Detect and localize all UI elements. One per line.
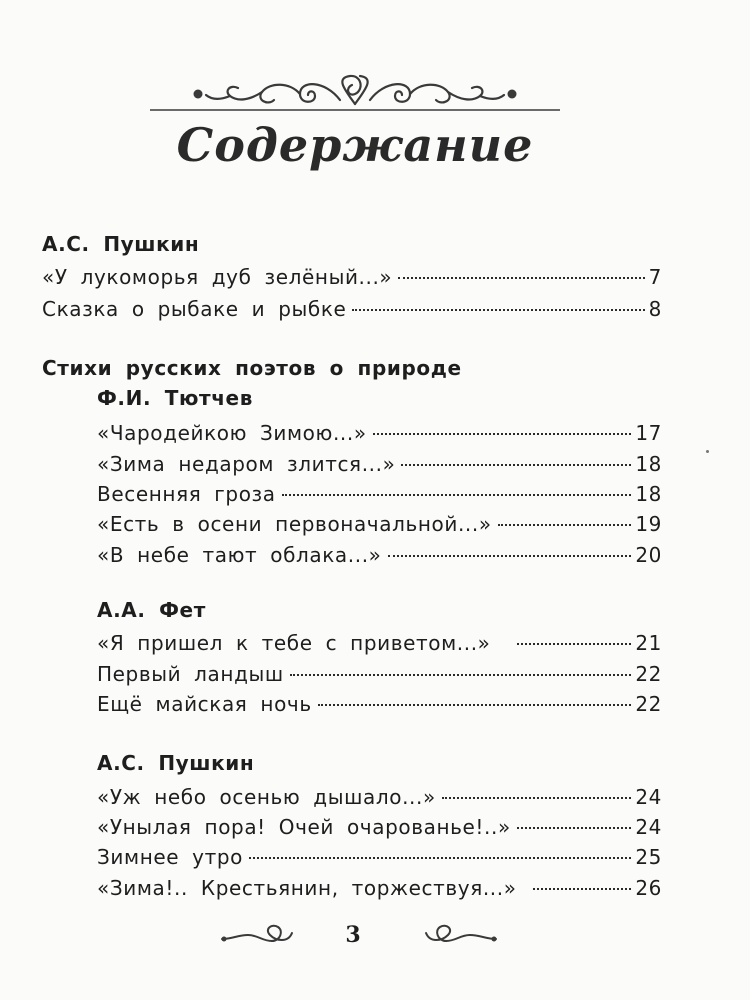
- toc-entry-page: 24: [635, 815, 662, 839]
- dot-leader: [517, 643, 632, 645]
- toc-entry[interactable]: [97, 689, 662, 719]
- dot-leader: [318, 704, 632, 706]
- toc-entry[interactable]: [42, 294, 662, 324]
- toc-entry[interactable]: [97, 842, 662, 872]
- page-number: 3: [345, 922, 361, 948]
- toc-entry-page: 18: [635, 482, 662, 506]
- toc-entry-page: 7: [648, 265, 662, 289]
- dot-leader: [373, 433, 632, 435]
- dot-leader: [533, 888, 632, 890]
- dot-leader: [282, 494, 632, 496]
- dot-leader: [401, 464, 631, 466]
- toc-entry-title: «Я пришел к тебе с приветом...»: [97, 631, 491, 655]
- toc-entry-title: Зимнее утро: [97, 845, 243, 869]
- toc-entry-title: «У лукоморья дуб зелёный...»: [42, 265, 393, 289]
- toc-entry-page: 21: [635, 631, 662, 655]
- toc-entry-title: «Уж небо осенью дышало...»: [97, 785, 436, 809]
- toc-entry-page: 22: [635, 662, 662, 686]
- toc-entry-page: 22: [635, 692, 662, 716]
- toc-entry-title: «Есть в осени первоначальной...»: [97, 512, 492, 536]
- toc-entry-page: 26: [635, 876, 662, 900]
- toc-entry-title: «Зима недаром злится...»: [97, 452, 396, 476]
- dot-leader: [352, 309, 644, 311]
- toc-entry[interactable]: [97, 418, 662, 448]
- toc-entry-title: Ещё майская ночь: [97, 692, 312, 716]
- page-title: Содержание: [176, 118, 534, 172]
- toc-entry[interactable]: [97, 812, 662, 842]
- dot-leader: [398, 277, 644, 279]
- toc-entry-title: «Чародейкою Зимою...»: [97, 421, 367, 445]
- toc-entry[interactable]: [97, 873, 662, 903]
- toc-entry-title: Весенняя гроза: [97, 482, 276, 506]
- toc-entry-page: 19: [635, 512, 662, 536]
- toc-entry-page: 25: [635, 845, 662, 869]
- dot-leader: [290, 674, 632, 676]
- top-flourish-ornament: [150, 70, 560, 118]
- author-heading: Ф.И. Тютчев: [97, 386, 253, 410]
- author-heading: А.А. Фет: [97, 598, 206, 622]
- toc-entry-page: 24: [635, 785, 662, 809]
- toc-entry-title: «В небе тают облака...»: [97, 543, 382, 567]
- dot-leader: [498, 524, 632, 526]
- toc-entry-title: Первый ландыш: [97, 662, 284, 686]
- toc-entry-title: «Унылая пора! Очей очарованье!..»: [97, 815, 511, 839]
- toc-entry[interactable]: [97, 628, 662, 658]
- toc-entry-page: 17: [635, 421, 662, 445]
- toc-entry-page: 18: [635, 452, 662, 476]
- toc-entry-title: Сказка о рыбаке и рыбке: [42, 297, 347, 321]
- bottom-left-flourish-ornament: [218, 915, 308, 955]
- print-speck: [706, 450, 709, 453]
- section-heading: Стихи русских поэтов о природе: [42, 356, 462, 380]
- toc-entry[interactable]: [42, 262, 662, 292]
- toc-entry[interactable]: [97, 782, 662, 812]
- toc-entry-title: «Зима!.. Крестьянин, торжествуя...»: [97, 876, 517, 900]
- toc-entry[interactable]: [97, 540, 662, 570]
- toc-entry-page: 8: [648, 297, 662, 321]
- section-author-heading: А.С. Пушкин: [42, 232, 200, 256]
- toc-entry[interactable]: [97, 479, 662, 509]
- toc-entry[interactable]: [97, 659, 662, 689]
- toc-entry[interactable]: [97, 449, 662, 479]
- bottom-right-flourish-ornament: [410, 915, 500, 955]
- toc-entry-page: 20: [635, 543, 662, 567]
- dot-leader: [249, 857, 631, 859]
- toc-entry[interactable]: [97, 509, 662, 539]
- dot-leader: [388, 555, 632, 557]
- dot-leader: [517, 827, 632, 829]
- dot-leader: [442, 797, 632, 799]
- author-heading: А.С. Пушкин: [97, 751, 255, 775]
